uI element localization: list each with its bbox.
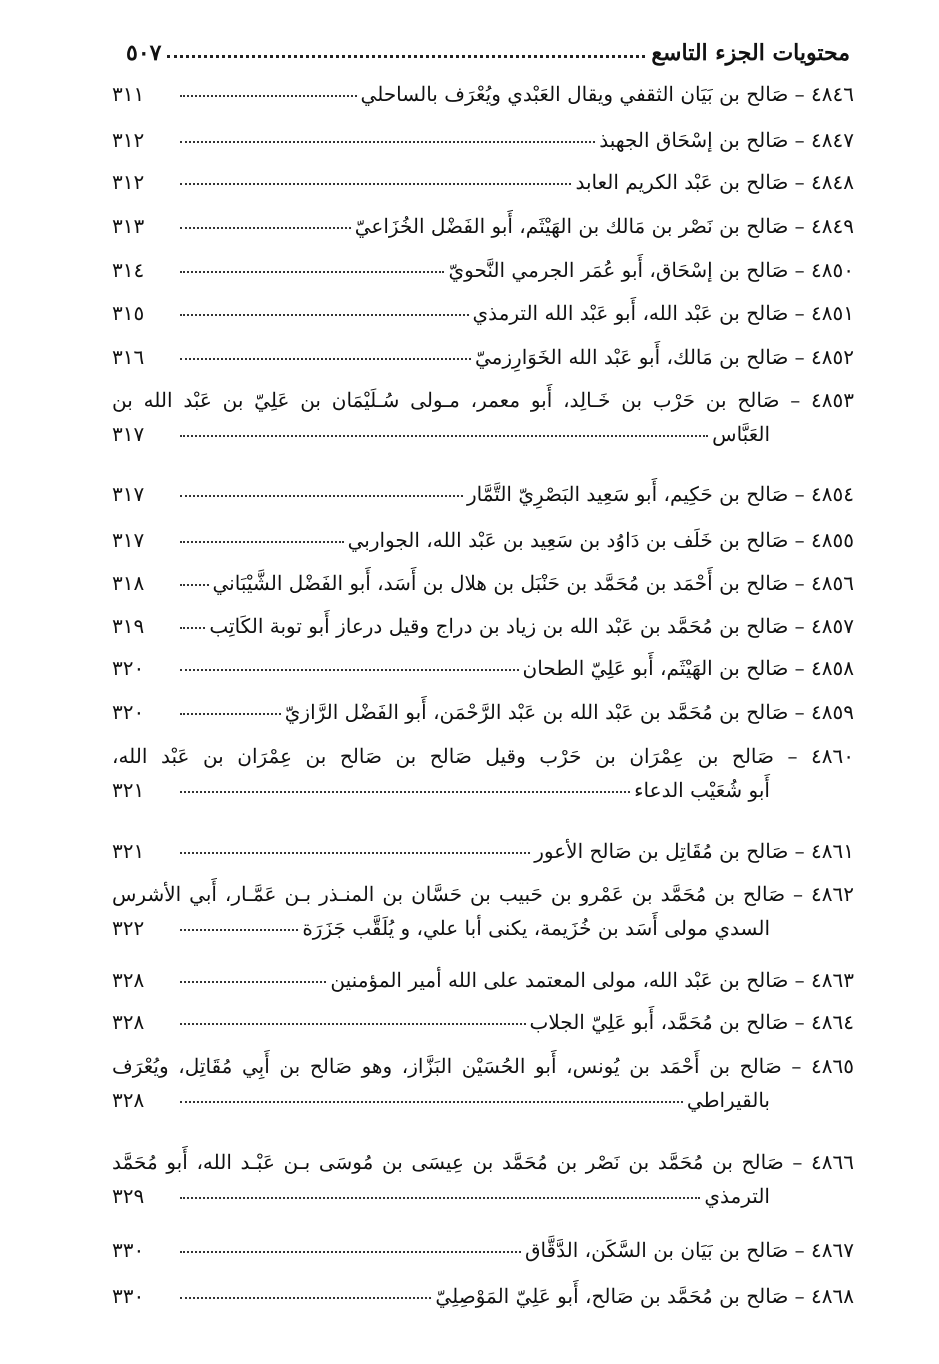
- entry-page-number: ٣٢٨: [112, 1010, 145, 1034]
- entry-title: ٤٨٦٥ – صَالح بن أَحْمَد بن يُونس، أَبو الحُسَيْن البَزَّاز، وهو صَالح بن أَبِي مُقَاتِل، ويُعْرَف: [112, 1054, 854, 1078]
- entry-page-number: ٣١٥: [112, 301, 145, 325]
- toc-entry: [112, 72, 854, 106]
- entry-first-line: [112, 72, 854, 106]
- entry-first-line: [112, 518, 854, 552]
- entry-first-line: [112, 472, 854, 506]
- entry-page-number: ٣١٩: [112, 614, 145, 638]
- toc-entry: [112, 248, 854, 282]
- leader-dots: [180, 1101, 683, 1103]
- leader-dots: [180, 1023, 526, 1025]
- toc-entry: [112, 291, 854, 325]
- entry-page-number: ٣١٧: [112, 528, 145, 552]
- entry-first-line: [112, 958, 854, 992]
- leader-dots: [180, 183, 571, 185]
- toc-entry: [112, 378, 854, 446]
- entry-page-number: ٣٣٠: [112, 1238, 145, 1262]
- toc-entry: [112, 872, 854, 940]
- leader-dots: [180, 435, 708, 437]
- entry-first-line: [112, 1140, 854, 1174]
- volume-contents-title: محتويات الجزء التاسع: [651, 40, 850, 66]
- entry-continuation-line: [112, 412, 854, 446]
- entry-title: ٤٨٦١ – صَالح بن مُقَاتِل بن صَالح الأعور: [534, 839, 854, 863]
- entry-page-number: ٣٢٠: [112, 700, 145, 724]
- leader-dots: [180, 1297, 431, 1299]
- entry-page-number: ٣١٨: [112, 571, 145, 595]
- entry-page-number: ٣١٦: [112, 345, 145, 369]
- entry-first-line: [112, 1000, 854, 1034]
- entry-page-number: ٣٢٨: [112, 1088, 145, 1112]
- leader-dots: [180, 95, 357, 97]
- entry-page-number: ٣١٢: [112, 128, 145, 152]
- entry-page-number: ٣٢١: [112, 778, 145, 802]
- leader-dots: [180, 541, 344, 543]
- toc-entry: [112, 829, 854, 863]
- entry-first-line: [112, 690, 854, 724]
- entry-first-line: [112, 872, 854, 906]
- entry-page-number: ٣٢٠: [112, 656, 145, 680]
- entry-title: ٤٨٥٣ – صَالح بن حَرْب بن خَـالِد، أَبو معمر، مـولى سُـلَيْمَان بن عَلِيّ بن عَبْد الله بن: [112, 388, 854, 412]
- entry-page-number: ٣٢٨: [112, 968, 145, 992]
- leader-dots: [180, 1197, 700, 1199]
- entry-title-continuation: العَبَّاس: [712, 422, 770, 446]
- entry-page-number: ٣١٢: [112, 170, 145, 194]
- toc-entry: [112, 561, 854, 595]
- leader-dots: [180, 314, 469, 316]
- toc-entry: [112, 204, 854, 238]
- entry-first-line: [112, 291, 854, 325]
- page-header: [126, 26, 850, 66]
- entry-first-line: [112, 248, 854, 282]
- entry-first-line: [112, 734, 854, 768]
- entry-page-number: ٣٢٢: [112, 916, 145, 940]
- toc-entry: [112, 958, 854, 992]
- leader-dots: [180, 271, 444, 273]
- entry-continuation-line: [112, 1174, 854, 1208]
- entry-title: ٤٨٥٥ – صَالح بن خَلَف بن دَاوُد بن سَعِيد بن عَبْد الله، الجواربي: [347, 528, 854, 552]
- leader-dots: [180, 713, 281, 715]
- entry-title: ٤٨٤٦ – صَالح بن بَيَان الثقفي ويقال العَبْدي ويُعْرَف بالساحلي: [360, 82, 854, 106]
- entry-title: ٤٨٤٧ – صَالح بن إسْحَاق الجهبذ: [599, 128, 854, 152]
- entry-first-line: [112, 1044, 854, 1078]
- entry-first-line: [112, 204, 854, 238]
- leader-dots: [180, 981, 326, 983]
- entry-title: ٤٨٦٠ – صَالح بن عِمْرَان بن حَرْب وقيل صَالح بن صَالح بن عِمْرَان بن عَبْد الله،: [112, 744, 854, 768]
- entry-title: ٤٨٥٩ – صَالح بن مُحَمَّد بن عَبْد الله بن عَبْد الرَّحْمَن، أَبو الفَضْل الرَّازيّ: [284, 700, 854, 724]
- entry-title: ٤٨٦٨ – صَالح بن مُحَمَّد بن صَالح، أَبو عَلِيّ المَوْصِلِيّ: [435, 1284, 854, 1308]
- toc-entry: [112, 1140, 854, 1208]
- leader-dots: [180, 141, 595, 143]
- entry-first-line: [112, 561, 854, 595]
- entry-first-line: [112, 646, 854, 680]
- entry-continuation-line: [112, 906, 854, 940]
- entry-first-line: [112, 829, 854, 863]
- leader-dots: [180, 669, 519, 671]
- entry-title: ٤٨٤٨ – صَالح بن عَبْد الكريم العابد: [575, 170, 854, 194]
- entry-page-number: ٣٢١: [112, 839, 145, 863]
- entry-page-number: ٣١٧: [112, 422, 145, 446]
- toc-entry: [112, 646, 854, 680]
- entry-title: ٤٨٦٤ – صَالح بن مُحَمَّد، أَبو عَلِيّ الجلاب: [529, 1010, 854, 1034]
- entry-title: ٤٨٥١ – صَالح بن عَبْد الله، أَبو عَبْد الله الترمذي: [472, 301, 854, 325]
- toc-entry: [112, 690, 854, 724]
- entry-continuation-line: [112, 1078, 854, 1112]
- toc-entry: [112, 160, 854, 194]
- entry-title: ٤٨٥٠ – صَالح بن إسْحَاق، أَبو عُمَر الجرمي النَّحويّ: [448, 258, 854, 282]
- toc-entry: [112, 1228, 854, 1262]
- entry-page-number: ٣١٤: [112, 258, 145, 282]
- toc-entry: [112, 335, 854, 369]
- entry-first-line: [112, 604, 854, 638]
- entry-first-line: [112, 1228, 854, 1262]
- entry-first-line: [112, 1274, 854, 1308]
- leader-dots: [180, 791, 630, 793]
- header-page-number: ٥٠٧: [126, 40, 162, 66]
- entry-continuation-line: [112, 768, 854, 802]
- entry-first-line: [112, 160, 854, 194]
- leader-dots: [180, 627, 205, 629]
- leader-dots: [180, 1251, 521, 1253]
- leader-dots: [180, 495, 463, 497]
- header-leader-dots: [167, 55, 645, 58]
- leader-dots: [180, 929, 298, 931]
- toc-entry: [112, 1000, 854, 1034]
- entry-first-line: [112, 118, 854, 152]
- toc-entry: [112, 734, 854, 802]
- entry-page-number: ٣١٧: [112, 482, 145, 506]
- toc-entry: [112, 118, 854, 152]
- entry-page-number: ٣٢٩: [112, 1184, 145, 1208]
- entry-title-continuation: السدي مولى أَسَد بن خُزَيمة، يكنى أبا علي، و يُلَقَّب جَزَرَة: [302, 916, 770, 940]
- entry-title: ٤٨٦٧ – صَالح بن بَيَان بن السَّكَن، الدَّقَّاق: [524, 1238, 854, 1262]
- entry-title: ٤٨٤٩ – صَالح بن نَصْر بن مَالك بن الهَيْثَم، أَبو الفَضْل الخُزَاعيّ: [354, 214, 854, 238]
- toc-entry: [112, 472, 854, 506]
- leader-dots: [180, 227, 351, 229]
- entry-page-number: ٣١١: [112, 82, 145, 106]
- entry-first-line: [112, 378, 854, 412]
- entry-title-continuation: أَبو شُعَيْب الدعاء: [634, 778, 770, 802]
- toc-entry: [112, 518, 854, 552]
- entry-title: ٤٨٦٦ – صَالح بن مُحَمَّد بن نَصْر بن مُحَمَّد بن عِيسَى بن مُوسَى بـن عَبْـد الله، أَبو مُحَمَّد: [112, 1150, 854, 1174]
- entry-title-continuation: بالقيراطي: [686, 1088, 770, 1112]
- entry-title: ٤٨٥٨ – صَالح بن الهَيْثَم، أَبو عَلِيّ الطحان: [522, 656, 854, 680]
- entry-title: ٤٨٦٢ – صَالح بن مُحَمَّد بن عَمْرو بن حَبيب بن حَسَّان بن المنـذر بـن عَمَّـار، أَبي الأشرس: [112, 882, 854, 906]
- leader-dots: [180, 584, 209, 586]
- entry-page-number: ٣٣٠: [112, 1284, 145, 1308]
- toc-entry: [112, 1274, 854, 1308]
- entry-title-continuation: الترمذي: [704, 1184, 770, 1208]
- entry-first-line: [112, 335, 854, 369]
- entry-title: ٤٨٥٦ – صَالح بن أَحْمَد بن مُحَمَّد بن حَنْبَل بن هلال بن أَسَد، أَبو الفَضْل الشَّيْبَاني: [212, 571, 854, 595]
- toc-entry: [112, 604, 854, 638]
- leader-dots: [180, 358, 471, 360]
- entry-page-number: ٣١٣: [112, 214, 145, 238]
- toc-entry: [112, 1044, 854, 1112]
- entry-title: ٤٨٥٤ – صَالح بن حَكِيم، أَبو سَعِيد البَصْرِيّ التَّمَّار: [466, 482, 854, 506]
- entry-title: ٤٨٥٢ – صَالح بن مَالك، أَبو عَبْد الله الخَوَارِزميّ: [475, 345, 854, 369]
- leader-dots: [180, 852, 530, 854]
- entry-title: ٤٨٥٧ – صَالح بن مُحَمَّد بن عَبْد الله بن زياد بن دراج وقيل درعاز أَبو توبة الكَاتِب: [209, 614, 854, 638]
- entry-title: ٤٨٦٣ – صَالح بن عَبْد الله، مولى المعتمد على الله أمير المؤمنين: [330, 968, 854, 992]
